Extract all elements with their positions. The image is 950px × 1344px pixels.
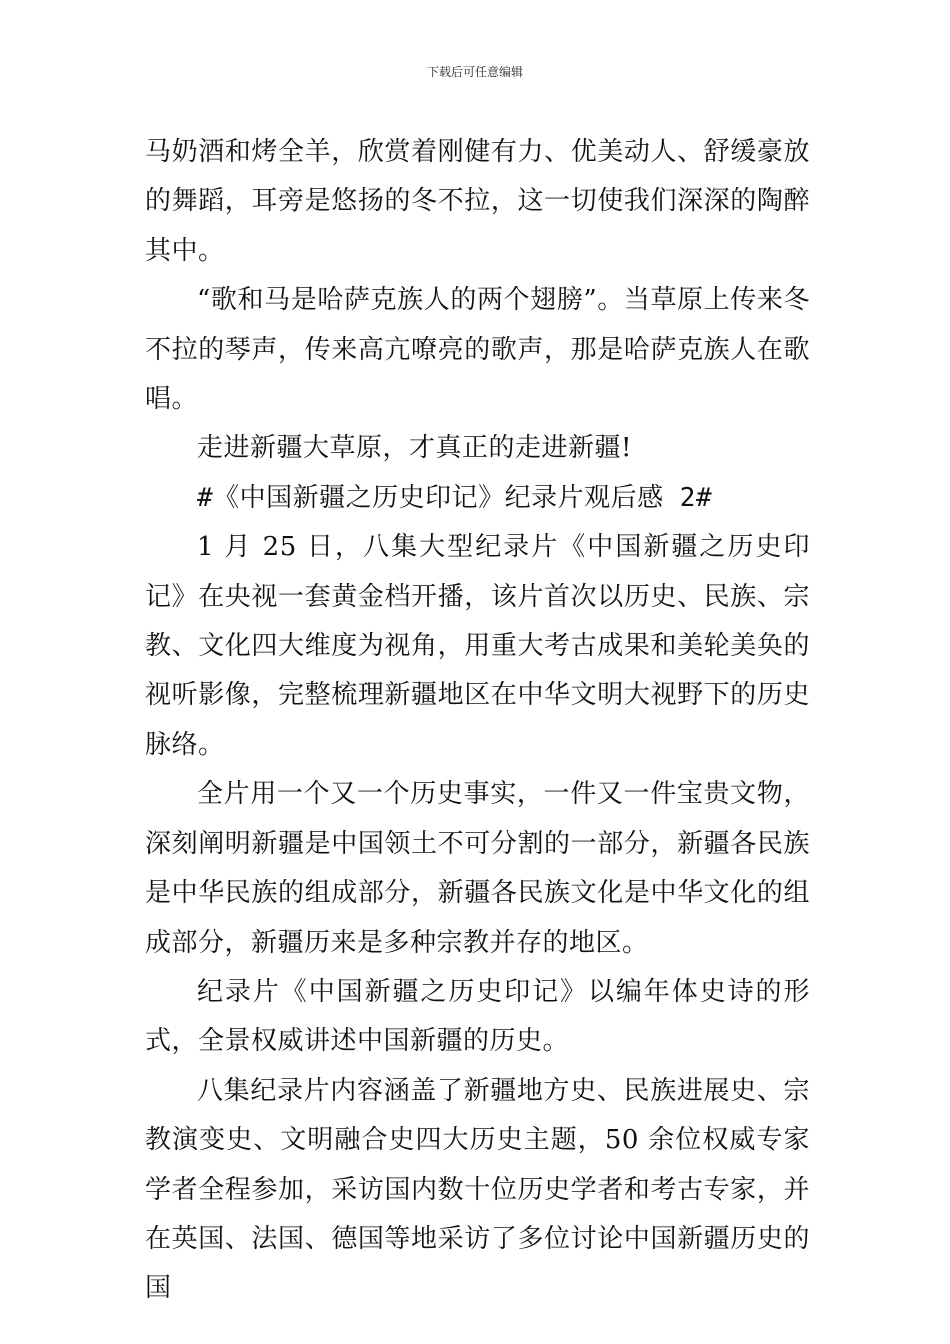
section-heading: #《中国新疆之历史印记》纪录片观后感 2# <box>197 482 713 513</box>
paragraph-grassland: 走进新疆大草原，才真正的走进新疆! <box>197 433 632 464</box>
paragraph-broadcast: 1 月 25 日，八集大型纪录片《中国新疆之历史印记》在央视一套黄金档开播，该片首次以历史、民族、宗教、文化四大维度为视角，用重大考古成果和美轮美奂的视听影像，完整梳理新疆地区在中华文明大视野下的历史脉络。 <box>145 532 810 760</box>
page-header: 下载后可任意编辑 <box>426 65 523 79</box>
paragraph-continuation: 马奶酒和烤全羊，欣赏着刚健有力、优美动人、舒缓豪放的舞蹈，耳旁是悠扬的冬不拉，这一切使我们深深的陶醉其中。 <box>145 137 810 266</box>
paragraph-historical-facts: 全片用一个又一个历史事实，一件又一件宝贵文物，深刻阐明新疆是中国领土不可分割的一部分，新疆各民族是中华民族的组成部分，新疆各民族文化是中华文化的组成部分，新疆历来是多种宗教并存的地区。 <box>145 779 810 958</box>
paragraph-chronicle: 纪录片《中国新疆之历史印记》以编年体史诗的形式，全景权威讲述中国新疆的历史。 <box>145 976 810 1057</box>
paragraph-kazakh-song: “歌和马是哈萨克族人的两个翅膀”。当草原上传来冬不拉的琴声，传来高亢嘹亮的歌声，那是哈萨克族人在歌唱。 <box>145 285 810 415</box>
paragraph-content-scope: 八集纪录片内容涵盖了新疆地方史、民族进展史、宗教演变史、文明融合史四大历史主题，50 余位权威专家学者全程参加，采访国内数十位历史学者和考古专家，并在英国、法国、德国等地采访了多位讨论中国新疆历史的国 <box>145 1075 810 1304</box>
document-body <box>145 128 810 1314</box>
